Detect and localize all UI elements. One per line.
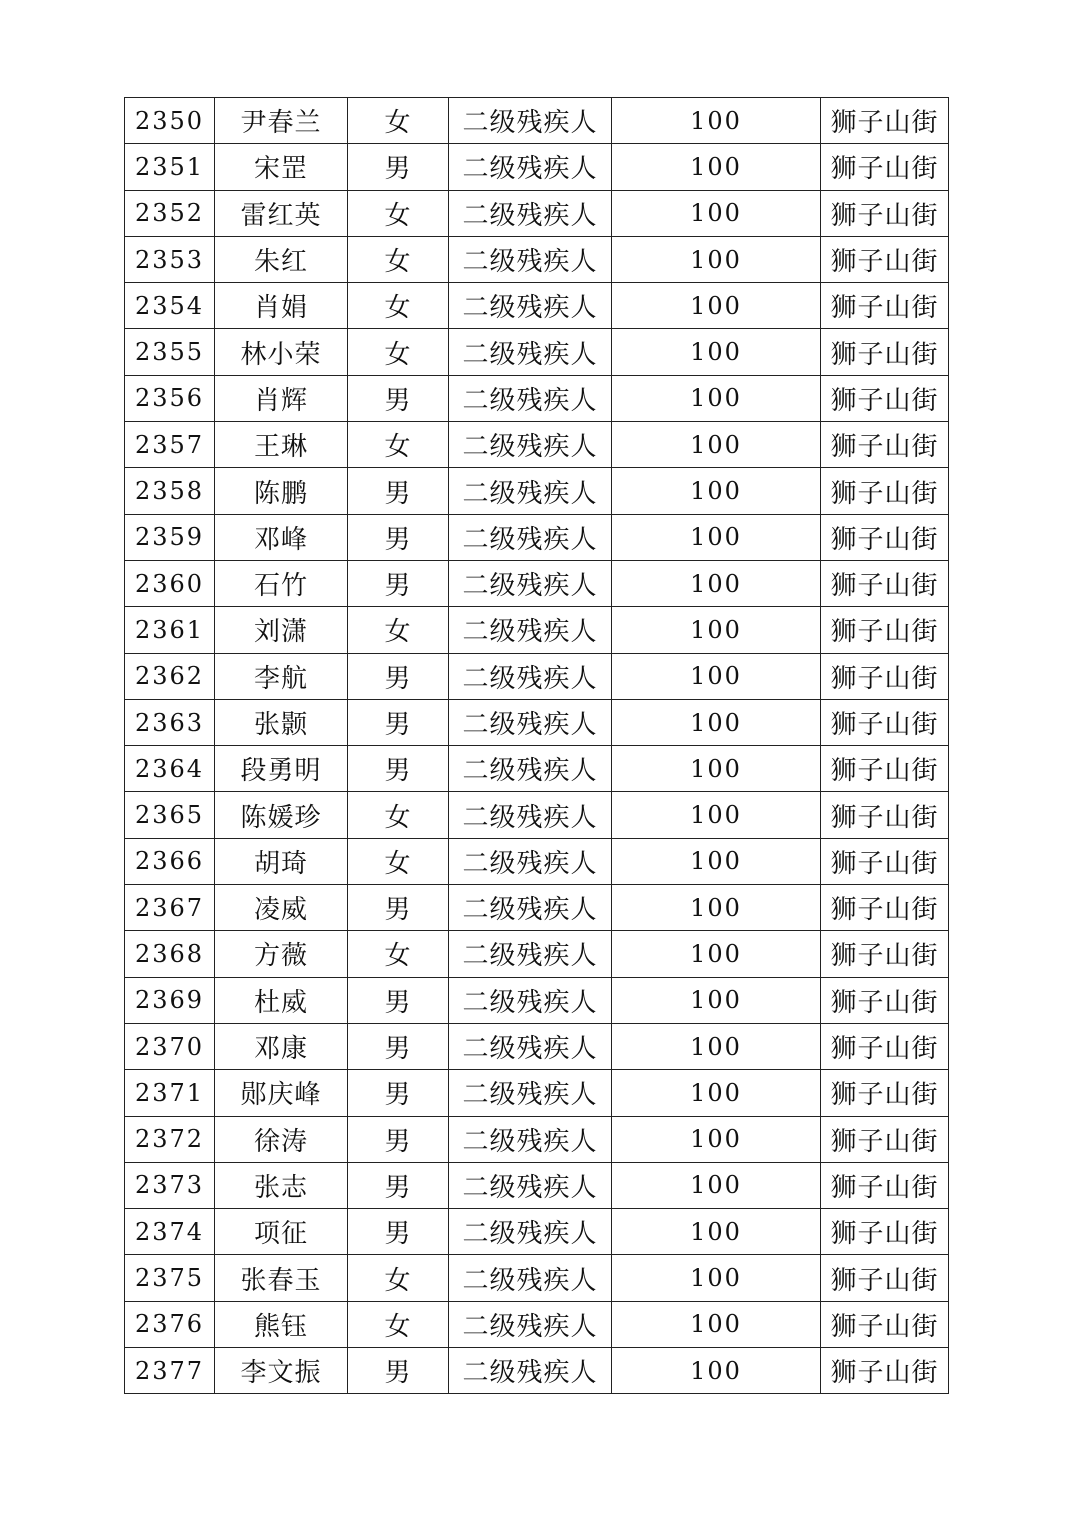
amount-cell: 100 xyxy=(612,1255,821,1301)
amount-cell: 100 xyxy=(612,468,821,514)
table-row xyxy=(125,607,949,653)
table-row xyxy=(125,977,949,1023)
amount-cell: 100 xyxy=(612,236,821,282)
table-row xyxy=(125,838,949,884)
name-cell: 熊钰 xyxy=(215,1301,348,1347)
disability-level-cell: 二级残疾人 xyxy=(449,560,612,606)
name-cell: 李航 xyxy=(215,653,348,699)
serial-number-cell: 2354 xyxy=(125,283,215,329)
serial-number-cell: 2362 xyxy=(125,653,215,699)
amount-cell: 100 xyxy=(612,144,821,190)
disability-level-cell: 二级残疾人 xyxy=(449,746,612,792)
serial-number-cell: 2364 xyxy=(125,746,215,792)
amount-cell: 100 xyxy=(612,329,821,375)
gender-cell: 女 xyxy=(348,190,449,236)
serial-number-cell: 2358 xyxy=(125,468,215,514)
gender-cell: 女 xyxy=(348,1301,449,1347)
serial-number-cell: 2373 xyxy=(125,1162,215,1208)
street-cell: 狮子山街 xyxy=(821,144,949,190)
serial-number-cell: 2350 xyxy=(125,98,215,144)
street-cell: 狮子山街 xyxy=(821,1070,949,1116)
amount-cell: 100 xyxy=(612,1116,821,1162)
gender-cell: 男 xyxy=(348,514,449,560)
amount-cell: 100 xyxy=(612,560,821,606)
gender-cell: 男 xyxy=(348,560,449,606)
amount-cell: 100 xyxy=(612,1162,821,1208)
street-cell: 狮子山街 xyxy=(821,422,949,468)
table-row xyxy=(125,885,949,931)
amount-cell: 100 xyxy=(612,838,821,884)
table-row xyxy=(125,283,949,329)
amount-cell: 100 xyxy=(612,1023,821,1069)
name-cell: 陈媛珍 xyxy=(215,792,348,838)
table-row xyxy=(125,792,949,838)
disability-level-cell: 二级残疾人 xyxy=(449,1209,612,1255)
amount-cell: 100 xyxy=(612,931,821,977)
name-cell: 段勇明 xyxy=(215,746,348,792)
disability-level-cell: 二级残疾人 xyxy=(449,607,612,653)
gender-cell: 男 xyxy=(348,144,449,190)
disability-level-cell: 二级残疾人 xyxy=(449,468,612,514)
table-body xyxy=(125,98,949,1394)
table-row xyxy=(125,329,949,375)
gender-cell: 男 xyxy=(348,746,449,792)
amount-cell: 100 xyxy=(612,1209,821,1255)
name-cell: 邓康 xyxy=(215,1023,348,1069)
amount-cell: 100 xyxy=(612,283,821,329)
table-row xyxy=(125,1255,949,1301)
gender-cell: 男 xyxy=(348,375,449,421)
street-cell: 狮子山街 xyxy=(821,1255,949,1301)
amount-cell: 100 xyxy=(612,514,821,560)
street-cell: 狮子山街 xyxy=(821,283,949,329)
disability-level-cell: 二级残疾人 xyxy=(449,375,612,421)
amount-cell: 100 xyxy=(612,977,821,1023)
street-cell: 狮子山街 xyxy=(821,1162,949,1208)
street-cell: 狮子山街 xyxy=(821,236,949,282)
street-cell: 狮子山街 xyxy=(821,329,949,375)
disability-level-cell: 二级残疾人 xyxy=(449,653,612,699)
street-cell: 狮子山街 xyxy=(821,1023,949,1069)
gender-cell: 男 xyxy=(348,1348,449,1394)
disability-level-cell: 二级残疾人 xyxy=(449,514,612,560)
gender-cell: 女 xyxy=(348,236,449,282)
gender-cell: 女 xyxy=(348,98,449,144)
amount-cell: 100 xyxy=(612,607,821,653)
street-cell: 狮子山街 xyxy=(821,1116,949,1162)
name-cell: 胡琦 xyxy=(215,838,348,884)
street-cell: 狮子山街 xyxy=(821,1209,949,1255)
serial-number-cell: 2374 xyxy=(125,1209,215,1255)
disability-level-cell: 二级残疾人 xyxy=(449,422,612,468)
name-cell: 凌威 xyxy=(215,885,348,931)
street-cell: 狮子山街 xyxy=(821,977,949,1023)
gender-cell: 男 xyxy=(348,885,449,931)
street-cell: 狮子山街 xyxy=(821,468,949,514)
name-cell: 王琳 xyxy=(215,422,348,468)
name-cell: 陈鹏 xyxy=(215,468,348,514)
gender-cell: 男 xyxy=(348,1162,449,1208)
gender-cell: 男 xyxy=(348,1209,449,1255)
name-cell: 尹春兰 xyxy=(215,98,348,144)
table-row xyxy=(125,375,949,421)
table-row xyxy=(125,746,949,792)
street-cell: 狮子山街 xyxy=(821,98,949,144)
table-row xyxy=(125,931,949,977)
serial-number-cell: 2357 xyxy=(125,422,215,468)
name-cell: 朱红 xyxy=(215,236,348,282)
street-cell: 狮子山街 xyxy=(821,190,949,236)
name-cell: 郧庆峰 xyxy=(215,1070,348,1116)
street-cell: 狮子山街 xyxy=(821,514,949,560)
serial-number-cell: 2367 xyxy=(125,885,215,931)
name-cell: 项征 xyxy=(215,1209,348,1255)
disability-level-cell: 二级残疾人 xyxy=(449,1301,612,1347)
serial-number-cell: 2371 xyxy=(125,1070,215,1116)
gender-cell: 女 xyxy=(348,283,449,329)
disability-level-cell: 二级残疾人 xyxy=(449,329,612,375)
table-row xyxy=(125,1162,949,1208)
gender-cell: 女 xyxy=(348,607,449,653)
disability-level-cell: 二级残疾人 xyxy=(449,931,612,977)
table-row xyxy=(125,190,949,236)
disability-level-cell: 二级残疾人 xyxy=(449,792,612,838)
serial-number-cell: 2375 xyxy=(125,1255,215,1301)
table-row xyxy=(125,422,949,468)
gender-cell: 男 xyxy=(348,468,449,514)
table-row xyxy=(125,514,949,560)
serial-number-cell: 2360 xyxy=(125,560,215,606)
disability-level-cell: 二级残疾人 xyxy=(449,190,612,236)
table-row xyxy=(125,1301,949,1347)
table-row xyxy=(125,1023,949,1069)
disability-level-cell: 二级残疾人 xyxy=(449,838,612,884)
name-cell: 肖辉 xyxy=(215,375,348,421)
name-cell: 肖娟 xyxy=(215,283,348,329)
disability-level-cell: 二级残疾人 xyxy=(449,977,612,1023)
table-row xyxy=(125,98,949,144)
name-cell: 雷红英 xyxy=(215,190,348,236)
street-cell: 狮子山街 xyxy=(821,792,949,838)
table-row xyxy=(125,699,949,745)
amount-cell: 100 xyxy=(612,190,821,236)
name-cell: 石竹 xyxy=(215,560,348,606)
street-cell: 狮子山街 xyxy=(821,931,949,977)
amount-cell: 100 xyxy=(612,422,821,468)
serial-number-cell: 2376 xyxy=(125,1301,215,1347)
table-row xyxy=(125,1348,949,1394)
street-cell: 狮子山街 xyxy=(821,375,949,421)
table-row xyxy=(125,1209,949,1255)
serial-number-cell: 2351 xyxy=(125,144,215,190)
name-cell: 李文振 xyxy=(215,1348,348,1394)
gender-cell: 男 xyxy=(348,1116,449,1162)
serial-number-cell: 2356 xyxy=(125,375,215,421)
gender-cell: 女 xyxy=(348,422,449,468)
street-cell: 狮子山街 xyxy=(821,1348,949,1394)
gender-cell: 男 xyxy=(348,699,449,745)
amount-cell: 100 xyxy=(612,746,821,792)
serial-number-cell: 2369 xyxy=(125,977,215,1023)
amount-cell: 100 xyxy=(612,1348,821,1394)
street-cell: 狮子山街 xyxy=(821,1301,949,1347)
street-cell: 狮子山街 xyxy=(821,560,949,606)
serial-number-cell: 2353 xyxy=(125,236,215,282)
name-cell: 张颢 xyxy=(215,699,348,745)
serial-number-cell: 2359 xyxy=(125,514,215,560)
name-cell: 宋罡 xyxy=(215,144,348,190)
serial-number-cell: 2372 xyxy=(125,1116,215,1162)
gender-cell: 男 xyxy=(348,977,449,1023)
amount-cell: 100 xyxy=(612,653,821,699)
gender-cell: 男 xyxy=(348,653,449,699)
amount-cell: 100 xyxy=(612,98,821,144)
disability-level-cell: 二级残疾人 xyxy=(449,885,612,931)
disability-level-cell: 二级残疾人 xyxy=(449,699,612,745)
name-cell: 刘潇 xyxy=(215,607,348,653)
name-cell: 张春玉 xyxy=(215,1255,348,1301)
serial-number-cell: 2370 xyxy=(125,1023,215,1069)
name-cell: 徐涛 xyxy=(215,1116,348,1162)
serial-number-cell: 2355 xyxy=(125,329,215,375)
disability-level-cell: 二级残疾人 xyxy=(449,1348,612,1394)
street-cell: 狮子山街 xyxy=(821,838,949,884)
serial-number-cell: 2377 xyxy=(125,1348,215,1394)
amount-cell: 100 xyxy=(612,699,821,745)
gender-cell: 男 xyxy=(348,1070,449,1116)
disability-level-cell: 二级残疾人 xyxy=(449,236,612,282)
disability-level-cell: 二级残疾人 xyxy=(449,283,612,329)
serial-number-cell: 2368 xyxy=(125,931,215,977)
disability-level-cell: 二级残疾人 xyxy=(449,1162,612,1208)
name-cell: 林小荣 xyxy=(215,329,348,375)
disability-level-cell: 二级残疾人 xyxy=(449,1255,612,1301)
serial-number-cell: 2365 xyxy=(125,792,215,838)
name-cell: 张志 xyxy=(215,1162,348,1208)
name-cell: 邓峰 xyxy=(215,514,348,560)
disability-level-cell: 二级残疾人 xyxy=(449,1070,612,1116)
amount-cell: 100 xyxy=(612,1070,821,1116)
street-cell: 狮子山街 xyxy=(821,885,949,931)
name-cell: 杜威 xyxy=(215,977,348,1023)
street-cell: 狮子山街 xyxy=(821,607,949,653)
name-cell: 方薇 xyxy=(215,931,348,977)
amount-cell: 100 xyxy=(612,375,821,421)
street-cell: 狮子山街 xyxy=(821,746,949,792)
serial-number-cell: 2352 xyxy=(125,190,215,236)
table-row xyxy=(125,468,949,514)
table-row xyxy=(125,653,949,699)
gender-cell: 女 xyxy=(348,1255,449,1301)
amount-cell: 100 xyxy=(612,885,821,931)
disability-level-cell: 二级残疾人 xyxy=(449,144,612,190)
serial-number-cell: 2361 xyxy=(125,607,215,653)
street-cell: 狮子山街 xyxy=(821,699,949,745)
table-row xyxy=(125,1070,949,1116)
gender-cell: 女 xyxy=(348,792,449,838)
gender-cell: 女 xyxy=(348,838,449,884)
table-row xyxy=(125,144,949,190)
subsidy-list-table xyxy=(124,97,949,1394)
gender-cell: 女 xyxy=(348,931,449,977)
serial-number-cell: 2366 xyxy=(125,838,215,884)
amount-cell: 100 xyxy=(612,792,821,838)
gender-cell: 女 xyxy=(348,329,449,375)
amount-cell: 100 xyxy=(612,1301,821,1347)
table-row xyxy=(125,236,949,282)
disability-level-cell: 二级残疾人 xyxy=(449,1023,612,1069)
table-row xyxy=(125,560,949,606)
disability-level-cell: 二级残疾人 xyxy=(449,1116,612,1162)
gender-cell: 男 xyxy=(348,1023,449,1069)
table-row xyxy=(125,1116,949,1162)
street-cell: 狮子山街 xyxy=(821,653,949,699)
serial-number-cell: 2363 xyxy=(125,699,215,745)
disability-level-cell: 二级残疾人 xyxy=(449,98,612,144)
